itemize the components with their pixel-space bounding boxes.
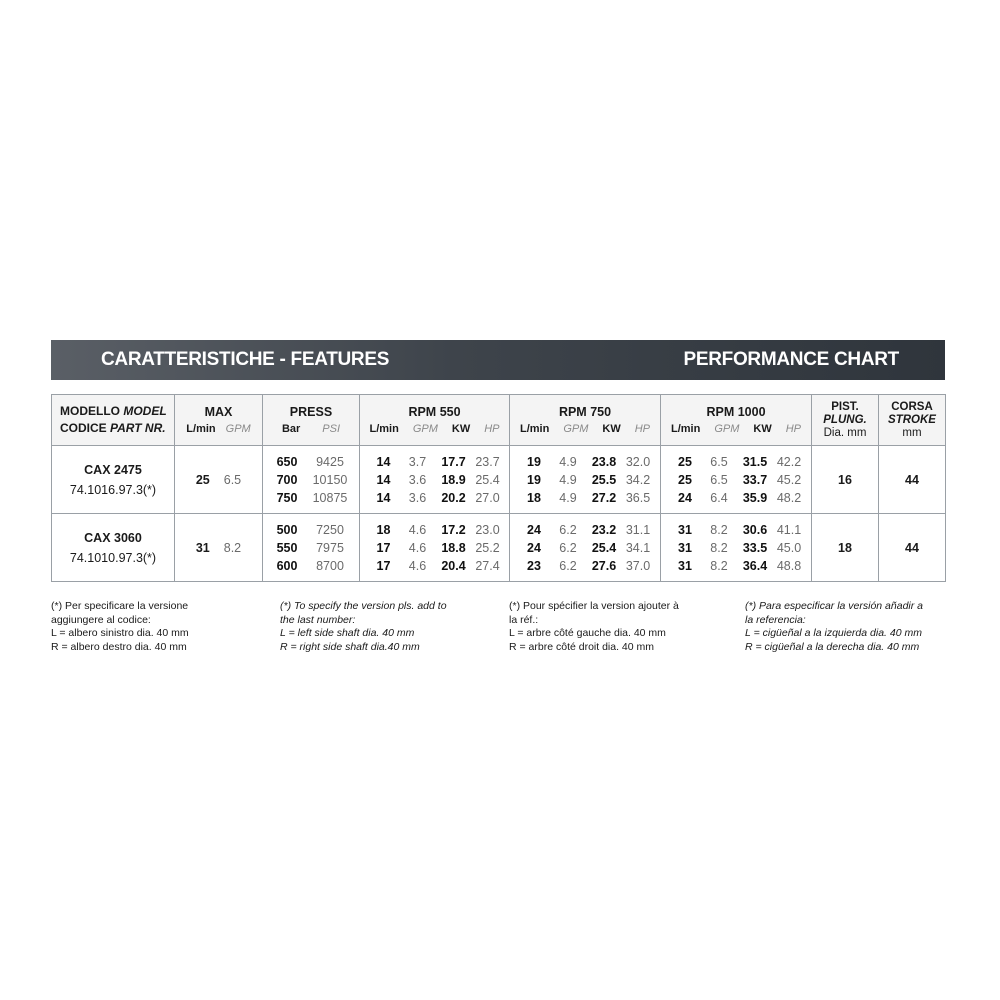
part-number: 74.1010.97.3(*) bbox=[69, 550, 157, 565]
max-lmin-label: L/min bbox=[186, 423, 216, 435]
mm-label: mm bbox=[902, 426, 922, 439]
note-line: aggiungere al codice: bbox=[51, 613, 151, 626]
stroke-value: 44 bbox=[879, 514, 946, 582]
kw-value: 23.8 bbox=[591, 454, 617, 469]
sub-gpm-label: GPM bbox=[714, 423, 740, 435]
lmin-value: 24 bbox=[527, 540, 541, 555]
note-italian bbox=[51, 600, 271, 654]
rpm1000-header bbox=[661, 395, 812, 446]
lmin-value: 23 bbox=[527, 558, 541, 573]
lmin-value: 14 bbox=[376, 490, 391, 505]
note-line: L = left side shaft dia. 40 mm bbox=[280, 627, 415, 639]
note-line: R = cigüeñal a la derecha dia. 40 mm bbox=[745, 640, 920, 653]
plunger-header bbox=[812, 395, 879, 446]
dia-mm-label: Dia. mm bbox=[823, 426, 867, 439]
max-gpm-value: 6.5 bbox=[223, 472, 242, 487]
rpm1000-label: RPM 1000 bbox=[706, 405, 766, 419]
plunger-value: 18 bbox=[812, 514, 879, 582]
performance-table bbox=[51, 394, 946, 582]
features-title: CARATTERISTICHE - FEATURES bbox=[101, 349, 390, 370]
press-label: PRESS bbox=[289, 405, 333, 419]
sub-kw-label: KW bbox=[753, 423, 772, 435]
hp-value: 27.0 bbox=[475, 490, 500, 505]
kw-value: 33.7 bbox=[742, 472, 768, 487]
corsa-label: CORSA bbox=[891, 400, 933, 413]
press-header bbox=[263, 395, 360, 446]
psi-value: 7975 bbox=[316, 540, 344, 555]
hp-value: 48.2 bbox=[776, 490, 802, 505]
note-line: L = cigüeñal a la izquierda dia. 40 mm bbox=[745, 627, 922, 639]
hp-value: 45.0 bbox=[776, 540, 802, 555]
sub-kw-label: KW bbox=[451, 423, 471, 435]
bar-value: 600 bbox=[276, 558, 298, 573]
gpm-value: 4.9 bbox=[559, 472, 577, 487]
kw-value: 35.9 bbox=[742, 490, 768, 505]
gpm-value: 6.4 bbox=[710, 490, 728, 505]
rpm550-label: RPM 550 bbox=[408, 405, 461, 419]
max-lmin-value: 31 bbox=[195, 540, 210, 555]
table-row bbox=[52, 446, 946, 514]
pressure-cell bbox=[263, 514, 360, 582]
kw-value: 18.8 bbox=[441, 540, 466, 555]
psi-value: 10875 bbox=[312, 490, 348, 505]
model-name: CAX 3060 bbox=[84, 530, 142, 545]
sub-hp-label: HP bbox=[484, 423, 500, 435]
lmin-value: 17 bbox=[376, 540, 391, 555]
gpm-value: 8.2 bbox=[710, 522, 728, 537]
lmin-value: 31 bbox=[678, 522, 692, 537]
performance-chart-title: PERFORMANCE CHART bbox=[683, 349, 899, 370]
part-nr-label: PART NR. bbox=[110, 421, 166, 435]
rpm750-cell bbox=[510, 446, 661, 514]
lmin-value: 17 bbox=[376, 558, 391, 573]
gpm-value: 8.2 bbox=[710, 558, 728, 573]
psi-value: 9425 bbox=[316, 454, 344, 469]
lmin-value: 18 bbox=[527, 490, 541, 505]
rpm550-header bbox=[360, 395, 510, 446]
hp-value: 48.8 bbox=[776, 558, 802, 573]
note-french bbox=[509, 600, 734, 654]
hp-value: 34.1 bbox=[625, 540, 651, 555]
kw-value: 27.6 bbox=[591, 558, 617, 573]
stroke-header bbox=[879, 395, 946, 446]
note-line: the last number: bbox=[280, 613, 356, 626]
sub-hp-label: HP bbox=[785, 423, 801, 435]
pressure-cell bbox=[263, 446, 360, 514]
bar-value: 700 bbox=[276, 472, 298, 487]
bar-value: 500 bbox=[276, 522, 298, 537]
note-line: R = arbre côté droit dia. 40 mm bbox=[509, 640, 655, 653]
lmin-value: 24 bbox=[678, 490, 692, 505]
max-gpm-value: 8.2 bbox=[223, 540, 242, 555]
rpm1000-cell bbox=[661, 514, 812, 582]
lmin-value: 14 bbox=[376, 454, 391, 469]
lmin-value: 19 bbox=[527, 454, 541, 469]
gpm-value: 6.2 bbox=[559, 558, 577, 573]
sub-gpm-label: GPM bbox=[563, 423, 589, 435]
note-spanish bbox=[745, 600, 955, 654]
stroke-label: STROKE bbox=[888, 413, 936, 426]
sub-lmin-label: L/min bbox=[369, 423, 399, 435]
rpm750-label: RPM 750 bbox=[558, 405, 612, 419]
psi-label: PSI bbox=[322, 423, 341, 435]
hp-value: 45.2 bbox=[776, 472, 802, 487]
note-english bbox=[280, 600, 500, 654]
model-cell bbox=[52, 514, 175, 582]
max-label: MAX bbox=[204, 405, 233, 419]
gpm-value: 3.6 bbox=[408, 490, 427, 505]
pist-label: PIST. bbox=[831, 400, 859, 413]
table-header-row bbox=[52, 395, 946, 446]
rpm750-header bbox=[510, 395, 661, 446]
part-number: 74.1016.97.3(*) bbox=[69, 482, 157, 497]
note-line: (*) To specify the version pls. add to bbox=[280, 600, 447, 612]
kw-value: 23.2 bbox=[591, 522, 617, 537]
rpm1000-cell bbox=[661, 446, 812, 514]
note-line: (*) Per specificare la versione bbox=[51, 600, 189, 612]
psi-value: 10150 bbox=[312, 472, 348, 487]
hp-value: 42.2 bbox=[776, 454, 802, 469]
max-gpm-label: GPM bbox=[225, 423, 251, 435]
gpm-value: 4.6 bbox=[408, 540, 427, 555]
kw-value: 25.4 bbox=[591, 540, 617, 555]
max-flow-cell bbox=[175, 514, 263, 582]
note-line: L = albero sinistro dia. 40 mm bbox=[51, 627, 189, 639]
note-line: (*) Pour spécifier la version ajouter à bbox=[509, 600, 679, 612]
lmin-value: 25 bbox=[678, 454, 692, 469]
kw-value: 36.4 bbox=[742, 558, 768, 573]
lmin-value: 31 bbox=[678, 558, 692, 573]
gpm-value: 6.2 bbox=[559, 522, 577, 537]
hp-value: 27.4 bbox=[475, 558, 500, 573]
kw-value: 27.2 bbox=[591, 490, 617, 505]
note-line: (*) Para especificar la versión añadir a bbox=[745, 600, 923, 612]
max-header bbox=[175, 395, 263, 446]
kw-value: 17.7 bbox=[441, 454, 466, 469]
sub-gpm-label: GPM bbox=[412, 423, 438, 435]
hp-value: 23.0 bbox=[475, 522, 500, 537]
hp-value: 36.5 bbox=[625, 490, 651, 505]
max-flow-cell bbox=[175, 446, 263, 514]
gpm-value: 3.7 bbox=[408, 454, 427, 469]
hp-value: 31.1 bbox=[625, 522, 651, 537]
gpm-value: 4.9 bbox=[559, 490, 577, 505]
hp-value: 25.4 bbox=[475, 472, 500, 487]
model-cell bbox=[52, 446, 175, 514]
hp-value: 25.2 bbox=[475, 540, 500, 555]
sub-hp-label: HP bbox=[634, 423, 650, 435]
note-line: R = right side shaft dia.40 mm bbox=[280, 640, 420, 653]
kw-value: 20.2 bbox=[441, 490, 466, 505]
note-line: la referencia: bbox=[745, 613, 806, 626]
gpm-value: 4.6 bbox=[408, 558, 427, 573]
rpm550-cell bbox=[360, 446, 510, 514]
model-label-en: MODEL bbox=[123, 404, 167, 418]
plunger-value: 16 bbox=[812, 446, 879, 514]
gpm-value: 6.5 bbox=[710, 454, 728, 469]
code-label: CODICE bbox=[60, 421, 107, 435]
kw-value: 25.5 bbox=[591, 472, 617, 487]
sub-lmin-label: L/min bbox=[519, 423, 550, 435]
hp-value: 32.0 bbox=[625, 454, 651, 469]
psi-value: 8700 bbox=[316, 558, 344, 573]
bar-value: 750 bbox=[276, 490, 298, 505]
plung-label: PLUNG. bbox=[823, 413, 867, 426]
section-banner bbox=[51, 340, 945, 380]
note-line: la réf.: bbox=[509, 613, 539, 626]
psi-value: 7250 bbox=[316, 522, 344, 537]
gpm-value: 8.2 bbox=[710, 540, 728, 555]
gpm-value: 3.6 bbox=[408, 472, 427, 487]
kw-value: 30.6 bbox=[742, 522, 768, 537]
gpm-value: 6.5 bbox=[710, 472, 728, 487]
lmin-value: 31 bbox=[678, 540, 692, 555]
bar-value: 550 bbox=[276, 540, 298, 555]
kw-value: 33.5 bbox=[742, 540, 768, 555]
gpm-value: 6.2 bbox=[559, 540, 577, 555]
note-line: L = arbre côté gauche dia. 40 mm bbox=[509, 627, 666, 639]
hp-value: 37.0 bbox=[625, 558, 651, 573]
kw-value: 17.2 bbox=[441, 522, 466, 537]
max-lmin-value: 25 bbox=[195, 472, 210, 487]
model-label: MODELLO bbox=[60, 404, 120, 418]
rpm750-cell bbox=[510, 514, 661, 582]
sub-lmin-label: L/min bbox=[670, 423, 701, 435]
bar-label: Bar bbox=[281, 423, 301, 435]
sub-kw-label: KW bbox=[602, 423, 621, 435]
gpm-value: 4.9 bbox=[559, 454, 577, 469]
kw-value: 20.4 bbox=[441, 558, 466, 573]
table-row bbox=[52, 514, 946, 582]
note-line: R = albero destro dia. 40 mm bbox=[51, 640, 187, 653]
lmin-value: 18 bbox=[376, 522, 391, 537]
kw-value: 31.5 bbox=[742, 454, 768, 469]
gpm-value: 4.6 bbox=[408, 522, 427, 537]
hp-value: 34.2 bbox=[625, 472, 651, 487]
lmin-value: 25 bbox=[678, 472, 692, 487]
hp-value: 23.7 bbox=[475, 454, 500, 469]
model-header bbox=[52, 395, 175, 446]
rpm550-cell bbox=[360, 514, 510, 582]
lmin-value: 24 bbox=[527, 522, 541, 537]
lmin-value: 14 bbox=[376, 472, 391, 487]
lmin-value: 19 bbox=[527, 472, 541, 487]
hp-value: 41.1 bbox=[776, 522, 802, 537]
bar-value: 650 bbox=[276, 454, 298, 469]
kw-value: 18.9 bbox=[441, 472, 466, 487]
stroke-value: 44 bbox=[879, 446, 946, 514]
model-name: CAX 2475 bbox=[84, 462, 142, 477]
